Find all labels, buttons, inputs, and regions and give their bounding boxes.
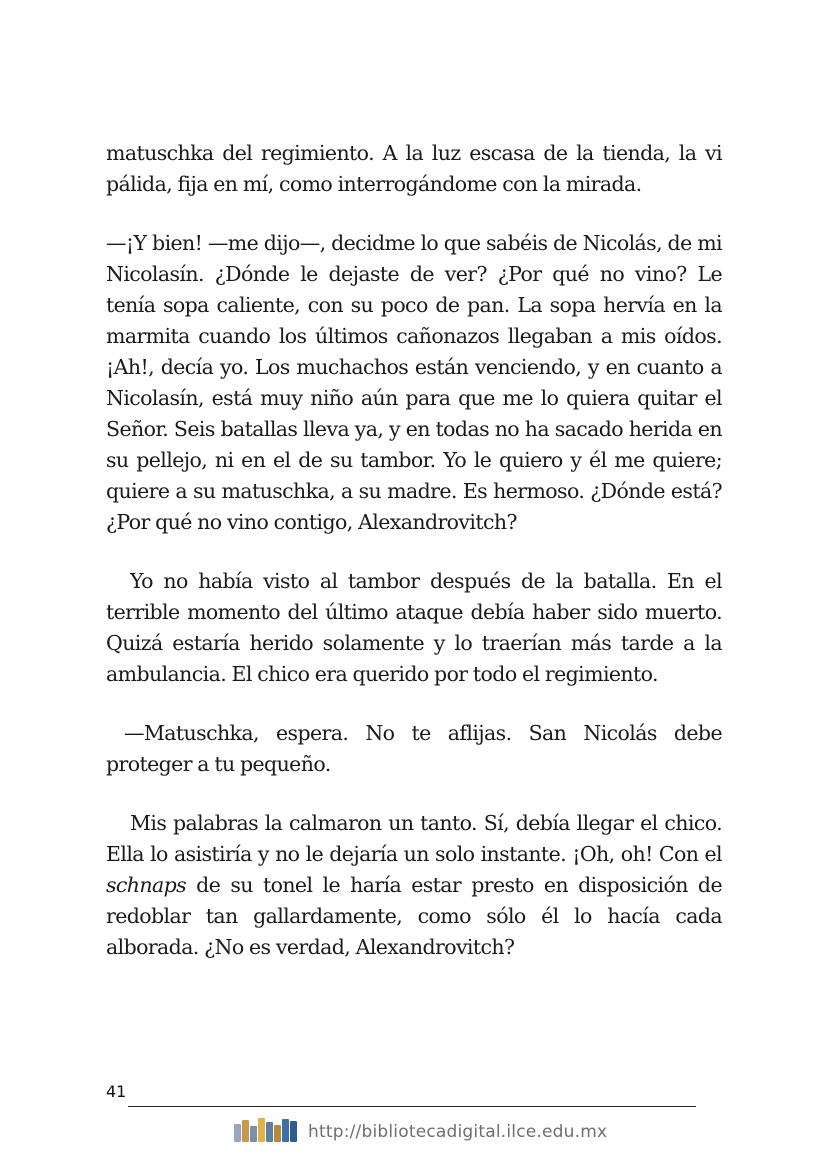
paragraph-3: Yo no había visto al tambor después de la batalla. En el terrible momento del último ataque debía haber sido muerto. Quizá estaría herido solamente y lo traerían más tarde a la ambulancia. El chico era querido por todo el regimiento. — [106, 569, 722, 686]
book-spine — [242, 1120, 249, 1142]
book-spine — [290, 1121, 297, 1142]
book-spine — [250, 1126, 257, 1142]
footer-divider — [128, 1106, 696, 1107]
book-spine — [266, 1122, 273, 1142]
paragraph-5-start: Mis palabras la calmaron un tanto. Sí, debía llegar el chico. Ella lo asistiría y no le dejaría un solo instante. ¡Oh, oh! Con el — [106, 811, 722, 866]
footer-url: http://bibliotecadigital.ilce.edu.mx — [308, 1122, 608, 1142]
paragraph-5 — [106, 808, 722, 963]
paragraph-5-end: de su tonel le haría estar presto en disposición de redoblar tan gallardamente, como sólo él lo hacía cada alborada. ¿No es verdad, Alexandrovitch? — [106, 873, 722, 959]
book-spine — [234, 1124, 241, 1142]
paragraph-4: —Matuschka, espera. No te aflijas. San Nicolás debe proteger a tu pequeño. — [106, 721, 722, 776]
books-logo-icon — [234, 1116, 298, 1142]
paragraph-2: —¡Y bien! —me dijo—, decidme lo que sabéis de Nicolás, de mi Nicolasín. ¿Dónde le dejaste de ver? ¿Por qué no vino? Le tenía sopa caliente, con su poco de pan. La sopa hervía en la marmita cuando los últimos cañonazos llegaban a mis oídos. ¡Ah!, decía yo. Los muchachos están venciendo, y en cuanto a Nicolasín, está muy niño aún para que me lo quiera quitar el Señor. Seis batallas lleva ya, y en todas no ha sacado herida en su pellejo, ni en el de su tambor. Yo le quiero y él me quiere; quiere a su matuschka, a su madre. Es hermoso. ¿Dónde está? ¿Por qué no vino contigo, Alexandrovitch? — [106, 231, 722, 534]
book-spine — [274, 1125, 281, 1142]
body-text — [106, 138, 722, 991]
book-spine — [258, 1118, 265, 1142]
book-spine — [282, 1119, 289, 1142]
paragraph-1: matuschka del regimiento. A la luz escasa de la tienda, la vi pálida, fija en mí, como interrogándome con la mirada. — [106, 141, 722, 196]
page-number: 41 — [106, 1082, 127, 1101]
paragraph-5-italic: schnaps — [106, 873, 187, 897]
